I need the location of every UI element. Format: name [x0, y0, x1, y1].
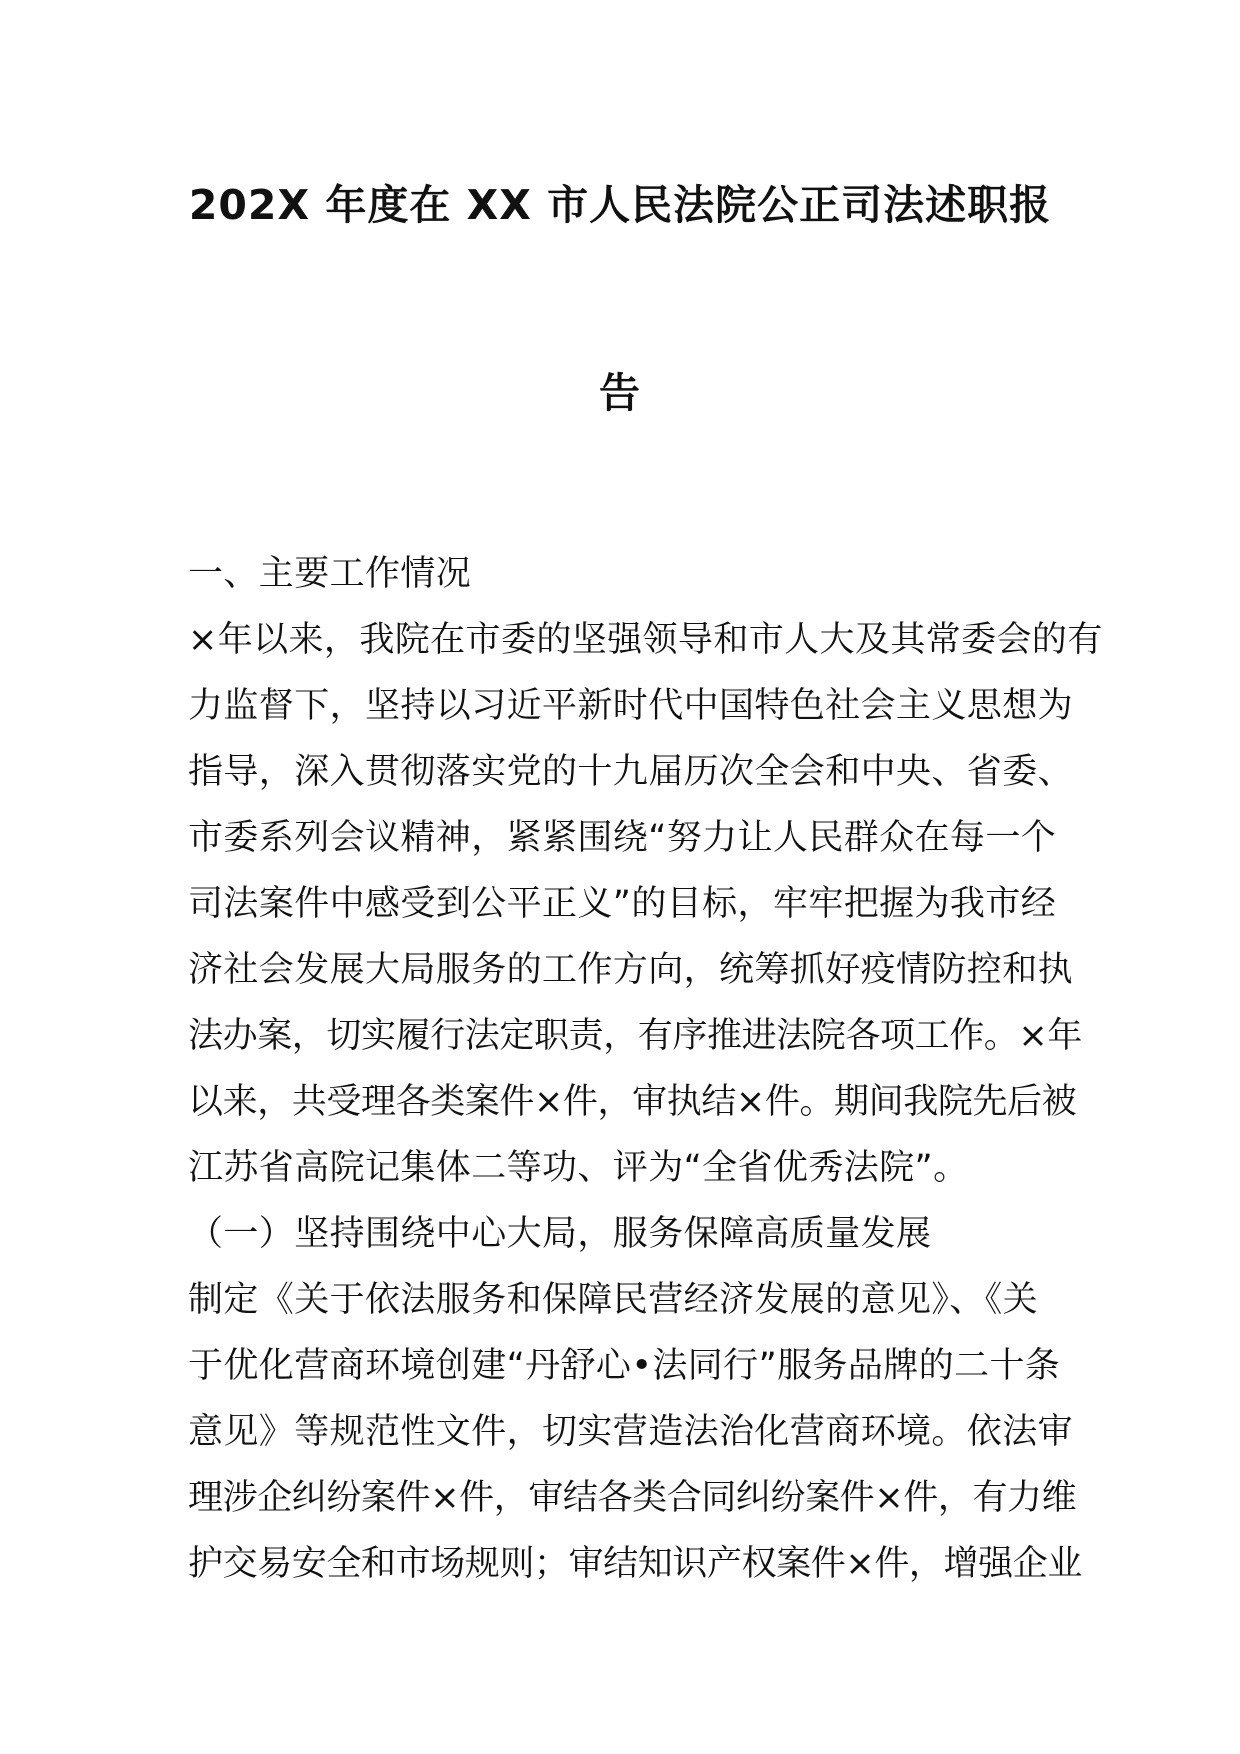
body-line: 司法案件中感受到公平正义”的目标，牢牢把握为我市经 [188, 884, 1057, 924]
body-line: 江苏省高院记集体二等功、评为“全省优秀法院”。 [188, 1148, 969, 1188]
body-line: 以来，共受理各类案件×件，审执结×件。期间我院先后被 [188, 1082, 1077, 1122]
body-line: ×年以来，我院在市委的坚强领导和市人大及其常委会的有 [188, 620, 1103, 660]
subsection-heading: （一）坚持围绕中心大局，服务保障高质量发展 [188, 1214, 932, 1254]
body-line: 力监督下，坚持以习近平新时代中国特色社会主义思想为 [188, 686, 1074, 726]
section-heading: 一、主要工作情况 [188, 554, 472, 594]
body-line: 护交易安全和市场规则；审结知识产权案件×件，增强企业 [188, 1544, 1082, 1584]
body-line: 意见》等规范性文件，切实营造法治化营商环境。依法审 [188, 1412, 1074, 1452]
body-line: 济社会发展大局服务的工作方向，统筹抓好疫情防控和执 [188, 950, 1074, 990]
document-body [188, 541, 1103, 1597]
body-line: 理涉企纠纷案件×件，审结各类合同纠纷案件×件，有力维 [188, 1478, 1077, 1518]
body-line: 市委系列会议精神，紧紧围绕“努力让人民群众在每一个 [188, 818, 1057, 858]
document-title-line-1: 202X 年度在 XX 市人民法院公正司法述职报 [188, 181, 1052, 229]
document-title-line-2: 告 [599, 369, 641, 417]
body-line: 法办案，切实履行法定职责，有序推进法院各项工作。×年 [188, 1016, 1082, 1056]
body-line: 制定《关于依法服务和保障民营经济发展的意见》、《关 [188, 1280, 1039, 1320]
body-line: 于优化营商环境创建“丹舒心•法同行”服务品牌的二十条 [188, 1346, 1061, 1386]
body-line: 指导，深入贯彻落实党的十九届历次全会和中央、省委、 [188, 752, 1074, 792]
